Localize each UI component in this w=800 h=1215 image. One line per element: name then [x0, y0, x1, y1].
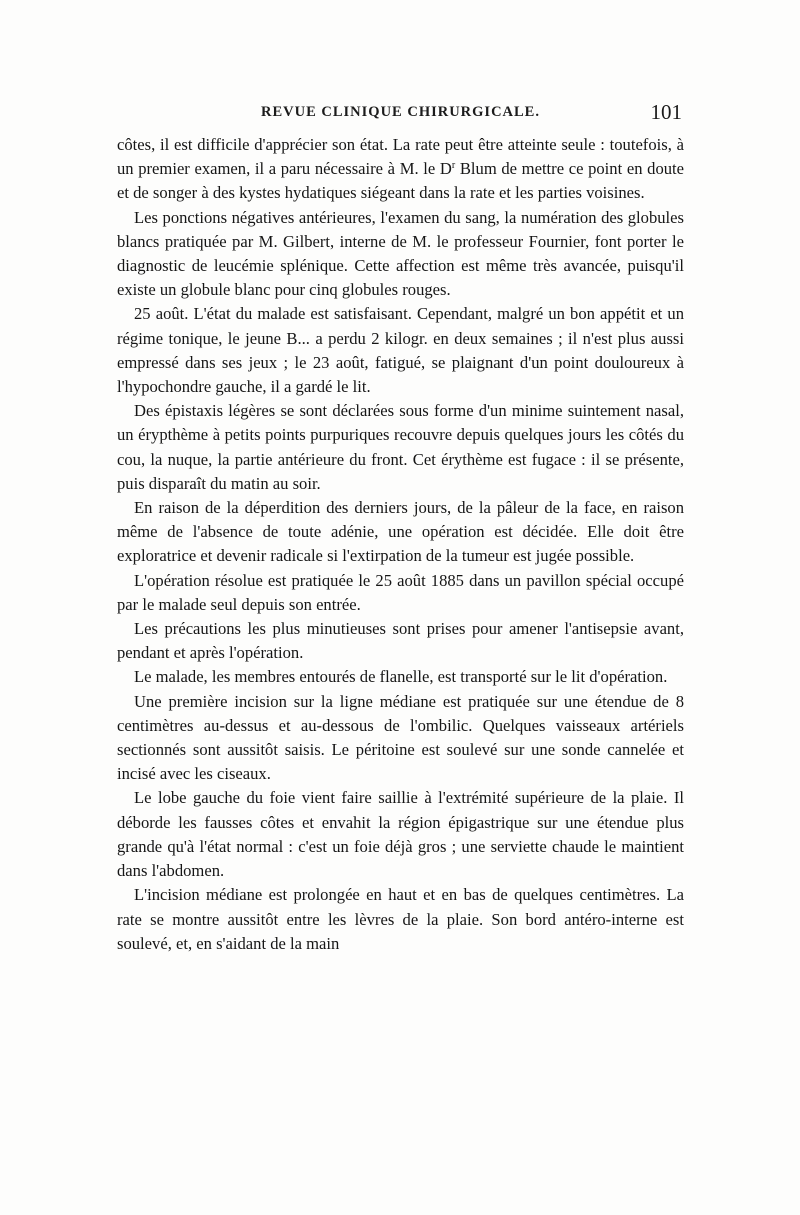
paragraph-final: L'incision médiane est prolongée en haut et en bas de quelques centimètres. La rate se montre aussitôt entre les lèvres de la plaie. Son bord antéro-interne est soulevé, et, en s'aidant de la main [117, 885, 684, 953]
page-number: 101 [650, 100, 682, 124]
paragraph: 25 août. L'état du malade est satisfaisant. Cependant, malgré un bon appétit et un régime tonique, le jeune B... a perdu 2 kilogr. en deux semaines ; il n'est plus aussi empressé dans ses jeux ; le 23 août, fatigué, se plaignant d'un point douloureux à l'hypochondre gauche, il a gardé le lit. [117, 304, 684, 397]
paragraph-text: côtes, il est difficile d'apprécier son état. La rate peut être atteinte seule : toutefois, à un premier examen, il a paru nécessaire à M. le D [117, 135, 684, 179]
paragraph: Le lobe gauche du foie vient faire saillie à l'extrémité supérieure de la plaie. Il déborde les fausses côtes et envahit la région épigastrique sur une étendue plus grande qu'à l'état normal : c'est un foie déjà gros ; une serviette chaude le maintient dans l'abdomen. [117, 788, 684, 881]
paragraph: L'opération résolue est pratiquée le 25 août 1885 dans un pavillon spécial occupé par le malade seul depuis son entrée. [117, 570, 684, 614]
paragraph: Des épistaxis légères se sont déclarées sous forme d'un minime suintement nasal, un érypthème à petits points purpuriques recouvre depuis quelques jours les côtés du cou, la nuque, la partie antérieure du front. Cet érythème est fugace : il se présente, puis disparaît du matin au soir. [117, 401, 684, 493]
paragraph: En raison de la déperdition des derniers jours, de la pâleur de la face, en raison même de l'absence de toute adénie, une opération est décidée. Elle doit être exploratrice et devenir radicale si l'extirpation de la tumeur est jugée possible. [117, 498, 684, 566]
running-head [117, 100, 684, 128]
paragraph: Les ponctions négatives antérieures, l'examen du sang, la numération des globules blancs pratiquée par M. Gilbert, interne de M. le professeur Fournier, font porter le diagnostic de leucémie splénique. Cette affection est même très avancée, puisqu'il existe un globule blanc pour cinq globules rouges. [117, 207, 684, 300]
running-title: REVUE CLINIQUE CHIRURGICALE. [261, 104, 540, 120]
paragraph: Le malade, les membres entourés de flanelle, est transporté sur le lit d'opération. [134, 667, 668, 687]
body-text [117, 133, 684, 956]
superscript: r [451, 160, 456, 172]
paragraph: Les précautions les plus minutieuses sont prises pour amener l'antisepsie avant, pendant et après l'opération. [117, 619, 684, 663]
paragraph-text: Blum de mettre ce point en doute et de songer à des kystes hydatiques siégeant dans la rate et les parties voisines. [117, 159, 685, 203]
paragraph: Une première incision sur la ligne médiane est pratiquée sur une étendue de 8 centimètres au-dessus et au-dessous de l'ombilic. Quelques vaisseaux artériels sectionnés sont aussitôt saisis. Le péritoine est soulevé sur une sonde cannelée et incisé avec les ciseaux. [117, 691, 684, 784]
paragraph-continued [117, 133, 684, 206]
